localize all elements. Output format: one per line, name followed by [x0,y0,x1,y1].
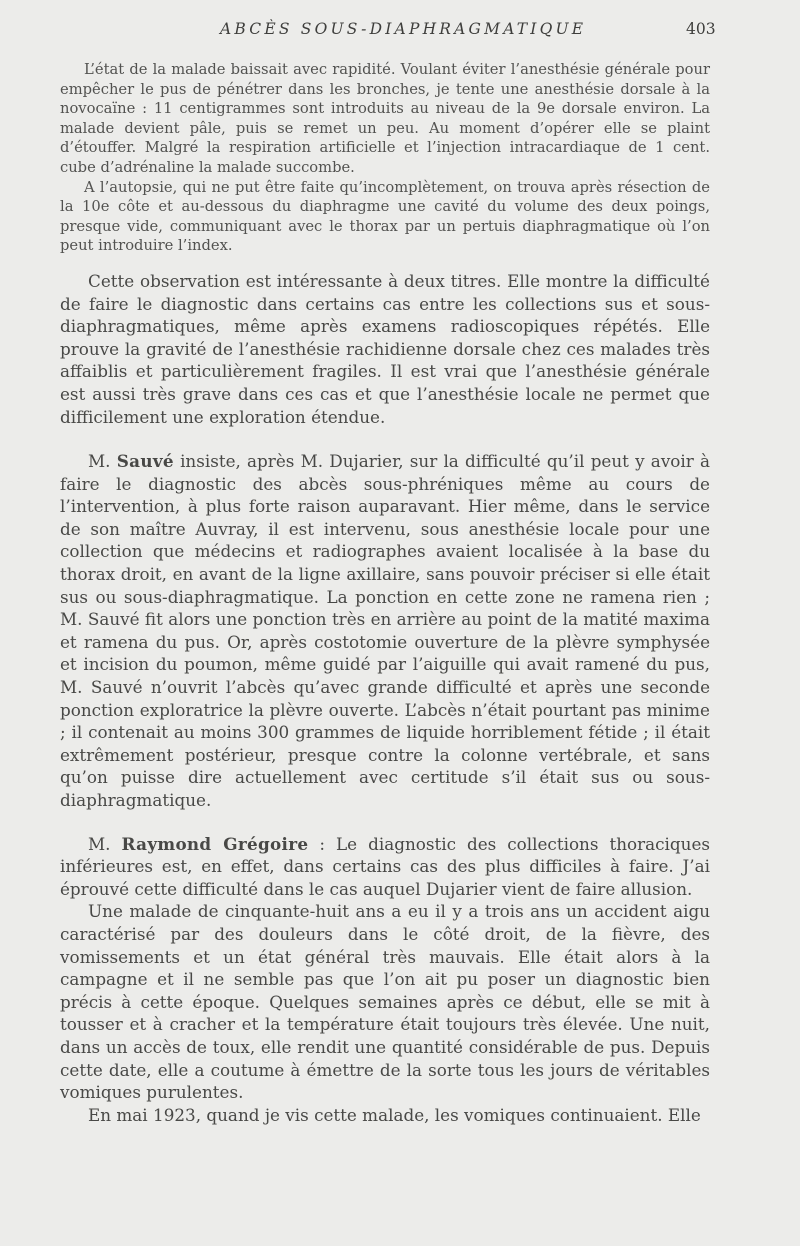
commentary-paragraph: Cette observation est intéressante à deux titres. Elle montre la difficulté de faire le diagnostic dans certains cas entre les collections sus et sous-diaphragmatiques, même après examens radioscopiques répétés. Elle prouve la gravité de l’anesthésie rachidienne dorsale chez ces malades très affaiblis et particulièrement fragiles. Il est vrai que l’anesthésie générale est aussi très grave dans ces cas et que l’anesthésie locale ne permet que difficilement une exploration étendue. [60,270,710,427]
gregoire-text: : Le diagnostic des collections thoraciques inférieures est, en effet, dans certains cas des plus difficiles à faire. J’ai éprouvé cette difficulté dans le cas auquel Dujarier vient de faire allusion. [60,833,711,899]
page-number: 403 [686,20,716,38]
gregoire-paragraph-1 [60,833,710,901]
observation-paragraph-2: A l’autopsie, qui ne put être faite qu’incomplètement, on trouva après résection de la 10e côte et au-dessous du diaphragme une cavité du volume des deux poings, presque vide, communiquant avec le thorax par un pertuis diaphragmatique où l’on peut introduire l’index. [60,178,710,255]
running-title: ABCÈS SOUS-DIAPHRAGMATIQUE [220,20,587,38]
gregoire-prefix: M. [88,833,122,854]
observation-paragraph-1: L’état de la malade baissait avec rapidité. Voulant éviter l’anesthésie générale pour empêcher le pus de pénétrer dans les bronches, je tente une anesthésie dorsale à la novocaïne : 11 centigrammes sont introduits au niveau de la 9e dorsale environ. La malade devient pâle, puis se remet un peu. Au moment d’opérer elle se plaint d’étouffer. Malgré la respiration artificielle et l’injection intracardiaque de 1 cent. cube d’adrénaline la malade succombe. [60,61,710,176]
gregoire-paragraph-3: En mai 1923, quand je vis cette malade, les vomiques continuaient. Elle [88,1104,701,1125]
sauve-text: insiste, après M. Dujarier, sur la difficulté qu’il peut y avoir à faire le diagnostic des abcès sous-phréniques même au cours de l’intervention, à plus forte raison auparavant. Hier même, dans le service de son maître Auvray, il est intervenu, sous anesthésie locale pour une collection que médecins et radiographes avaient localisée à la base du thorax droit, en avant de la ligne axillaire, sans pouvoir préciser si elle était sus ou sous-diaphragmatique. La ponction en cette zone ne ramena rien ; M. Sauvé fit alors une ponction très en arrière au point de la matité maxima et ramena du pus. Or, après costotomie ouverture de la plèvre symphysée et incision du poumon, même guidé par l’aiguille qui avait ramené du pus, M. Sauvé n’ouvrit l’abcès qu’avec grande difficulté et après une seconde ponction exploratrice la plèvre ouverte. L’abcès n’était pourtant pas minime ; il contenait au moins 300 grammes de liquide horriblement fétide ; il était extrêmement postérieur, presque contre la colonne vertébrale, et sans qu’on puisse dire actuellement avec certitude s’il était sus ou sous-diaphragmatique. [60,451,710,810]
speaker-name-sauve: Sauvé [116,451,174,472]
running-header [0,20,800,40]
body-text [60,60,710,1126]
speaker-name-gregoire: Raymond Grégoire [121,833,309,854]
sauve-prefix: M. [88,451,117,472]
gregoire-paragraph-2: Une malade de cinquante-huit ans a eu il y a trois ans un accident aigu caractérisé par des douleurs dans le côté droit, de la fièvre, des vomissements et un état général très mauvais. Elle était alors à la campagne et il ne semble pas que l’on ait pu poser un diagnostic bien précis à cette époque. Quelques semaines après ce début, elle se mit à tousser et à cracher et la température était toujours très élevée. Une nuit, dans un accès de toux, elle rendit une quantité considérable de pus. Depuis cette date, elle a coutume à émettre de la sorte tous les jours de véritables vomiques purulentes. [60,901,710,1103]
sauve-paragraph [60,450,710,812]
